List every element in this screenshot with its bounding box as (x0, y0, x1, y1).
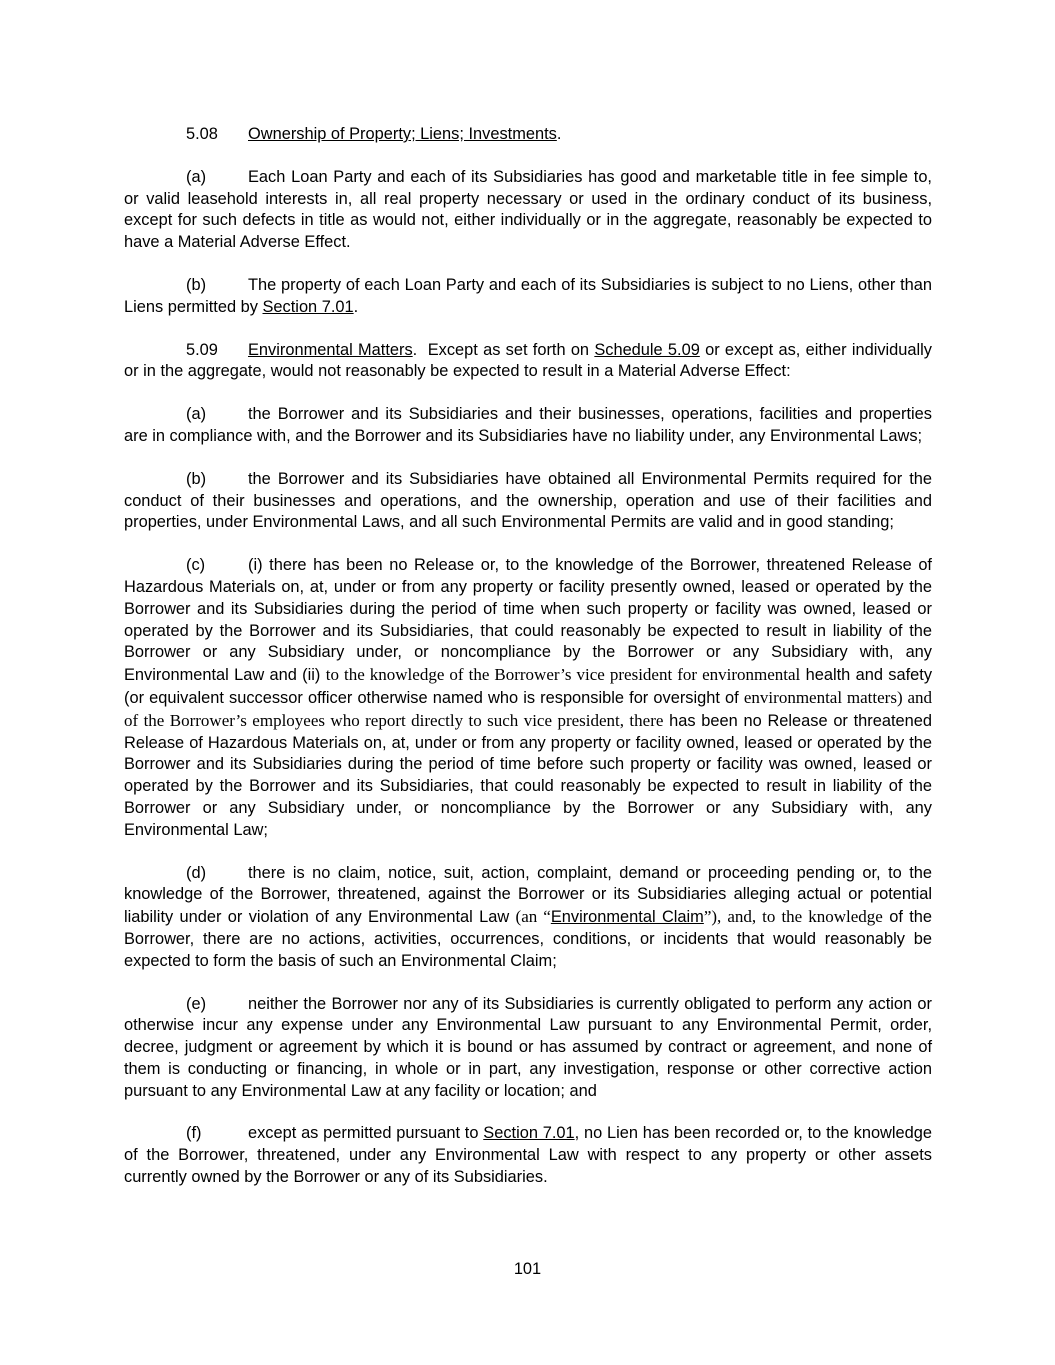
section-5-09-d (124, 863, 932, 973)
clause-text-serif-2: ”), and, to the knowledge (703, 907, 883, 927)
document-page (124, 124, 932, 1210)
section-5-09-b (124, 469, 932, 534)
clause-label: (b) (186, 469, 207, 488)
clause-label: (a) (186, 405, 207, 424)
clause-text-serif: (an “ (515, 907, 551, 927)
clause-label: (f) (186, 1124, 202, 1143)
section-reference: Section 7.01 (262, 297, 354, 316)
clause-text: Each Loan Party and each of its Subsidiaries has good and marketable title in fee simple to, or valid leasehold interests in, all real property necessary or used in the ordinary conduct of its business, except for such defects in title as would not, either individually or in the aggregate, reasonably be expected to have a Material Adverse Effect. (124, 167, 932, 252)
clause-text: the Borrower and its Subsidiaries have obtained all Environmental Permits required for the conduct of their businesses and operations, and the ownership, operation and use of their facilities and properties, under Environmental Laws, and all such Environmental Permits are valid and in good standing; (124, 469, 932, 532)
clause-text: neither the Borrower nor any of its Subsidiaries is currently obligated to perform any action or otherwise incur any expense under any Environmental Law pursuant to any Environmental Permit, order, decree, judgment or agreement by which it is bound or has assumed by contract or agreement, and none of them is conducting or financing, in whole or in part, any investigation, response or other corrective action pursuant to any Environmental Law at any facility or location; and (124, 994, 932, 1100)
intro-text-2: or except as, either individually or in the aggregate, would not reasonably be expected to result in a Material Adverse Effect: (124, 340, 933, 381)
clause-text-serif-2: environmental matters) and of the Borrower’s employees who report directly to such vice president, there (124, 687, 932, 730)
clause-text-3: has been no Release or threatened Release of Hazardous Materials on, at, under or from any property or facility owned, leased or operated by the Borrower and its Subsidiaries during the period of time before such property or facility was owned, leased or operated by the Borrower and its Subsidiaries, that could reasonably be expected to result in liability of the Borrower or any Subsidiary under, or noncompliance by the Borrower or any Subsidiary with, any Environmental Law; (124, 711, 932, 839)
clause-text: there is no claim, notice, suit, action, complaint, demand or proceeding pending or, to the knowledge of the Borrower, threatened, against the Borrower or its Subsidiaries alleging actual or potential liability under or violation of any Environmental Law (124, 863, 932, 927)
section-5-08-a (124, 167, 932, 254)
section-5-08-b: (b) The property of each Loan Party and each of its Subsidiaries is subject to no Liens, other than Liens permitted by Section 7.01. (124, 275, 932, 316)
section-5-09-f (124, 1123, 932, 1188)
section-number: 5.08 (186, 125, 218, 143)
section-5-08-heading: 5.08 Ownership of Property; Liens; Investments. (124, 124, 932, 146)
section-5-09-a (124, 404, 932, 448)
defined-term: Environmental Claim (550, 908, 704, 927)
clause-text: The property of each Loan Party and each of its Subsidiaries is subject to no Liens, other than Liens permitted by (124, 275, 932, 316)
clause-label: (e) (186, 994, 207, 1013)
clause-text-2: of the Borrower, there are no actions, activities, occurrences, conditions, or incidents that would reasonably be expected to form the basis of such an Environmental Claim; (124, 908, 933, 970)
intro-text: Except as set forth on (427, 340, 590, 359)
schedule-reference: Schedule 5.09 (594, 340, 700, 359)
clause-label: (a) (186, 167, 207, 186)
clause-label: (b) (186, 275, 207, 294)
section-5-09-heading: 5.09 Environmental Matters. Except as set forth on Schedule 5.09 or except as, either individually or in the aggregate, would not reasonably be expected to result in a Material Adverse Effect: (124, 340, 933, 381)
clause-text-2: health and safety (or equivalent successor officer otherwise named who is responsible for oversight of (124, 666, 933, 707)
clause-label: (d) (186, 863, 207, 882)
section-title: Ownership of Property; Liens; Investments (248, 125, 557, 143)
section-reference: Section 7.01 (483, 1124, 575, 1143)
section-5-09-c (124, 555, 932, 841)
section-number: 5.09 (186, 340, 218, 359)
clause-text: (i) there has been no Release or, to the knowledge of the Borrower, threatened Release of Hazardous Materials on, at, under or from any property or facility presently owned, leased or operated by the Borrower and its Subsidiaries during the period of time when such property or facility was owned, leased or operated by the Borrower and its Subsidiaries, that could reasonably be expected to result in liability of the Borrower or any Subsidiary under, or noncompliance by the Borrower or any Subsidiary with, any Environmental Law and (ii) (124, 556, 932, 685)
section-title: Environmental Matters (248, 340, 413, 359)
clause-label: (c) (186, 556, 206, 575)
clause-text: the Borrower and its Subsidiaries and their businesses, operations, facilities and properties are in compliance with, and the Borrower and its Subsidiaries have no liability under, any Environmental Laws; (124, 405, 932, 445)
clause-text-2: , no Lien has been recorded or, to the knowledge of the Borrower, threatened, under any Environmental Law with respect to any property or other assets currently owned by the Borrower or any of its Subsidiaries. (124, 1124, 932, 1187)
clause-text: except as permitted pursuant to (248, 1124, 479, 1143)
page-number: 101 (513, 1260, 542, 1278)
section-5-09-e (124, 994, 932, 1103)
clause-text-serif: to the knowledge of the Borrower’s vice president for environmental (325, 665, 801, 685)
